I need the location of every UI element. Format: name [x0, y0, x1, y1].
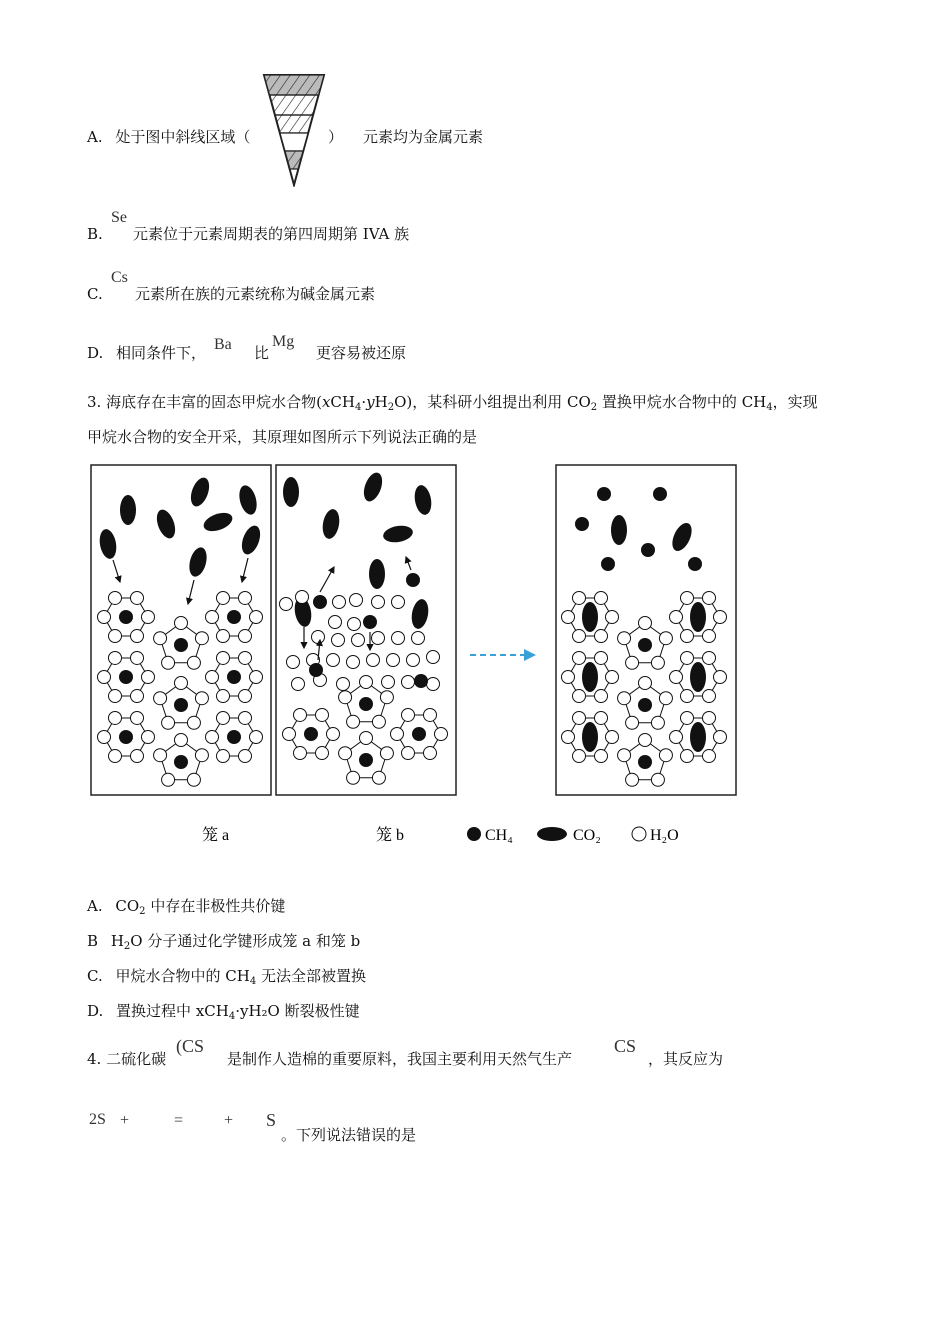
water-molecule — [109, 711, 122, 724]
water-molecule — [562, 611, 575, 624]
water-molecule — [296, 591, 309, 604]
water-molecule — [217, 750, 230, 763]
methane-molecule — [174, 755, 188, 769]
water-molecule — [316, 747, 329, 760]
q4-symbol-cs2: CS — [614, 1036, 637, 1056]
water-molecule — [595, 630, 608, 643]
water-molecule — [109, 690, 122, 703]
water-molecule — [670, 671, 683, 684]
legend-h2o-marker — [632, 827, 646, 841]
co2-molecule — [187, 475, 212, 509]
water-molecule — [294, 708, 307, 721]
water-molecule — [573, 750, 586, 763]
methane-molecule — [412, 727, 426, 741]
water-molecule — [250, 671, 263, 684]
water-molecule — [217, 711, 230, 724]
q3-stem-line2: 甲烷水合物的安全开采，其原理如图所示下列说法正确的是 — [87, 428, 478, 446]
water-molecule — [348, 618, 361, 631]
water-molecule — [562, 671, 575, 684]
water-molecule — [239, 591, 252, 604]
q4-stem-b: 是制作人造棉的重要原料，我国主要利用天然气生产 — [227, 1050, 573, 1068]
co2-molecule — [413, 484, 434, 516]
water-molecule — [294, 747, 307, 760]
water-molecule — [714, 731, 727, 744]
water-molecule — [195, 692, 208, 705]
legend-ch4-label: CH₄ — [485, 827, 513, 844]
eq-plus-2: + — [224, 1112, 234, 1129]
water-molecule — [217, 630, 230, 643]
water-molecule — [206, 611, 219, 624]
option-d-text-mid: 比 — [254, 344, 270, 362]
co2-molecule — [668, 520, 695, 554]
methane-molecule — [304, 727, 318, 741]
water-molecule — [195, 632, 208, 645]
arrow — [406, 557, 411, 570]
water-molecule — [332, 634, 345, 647]
methane-molecule — [363, 615, 377, 629]
co2-molecule — [410, 598, 431, 630]
water-molecule — [352, 634, 365, 647]
water-molecule — [154, 632, 167, 645]
water-molecule — [316, 708, 329, 721]
co2-molecule — [582, 662, 598, 692]
water-molecule — [391, 728, 404, 741]
arrow — [242, 558, 248, 582]
water-molecule — [573, 651, 586, 664]
water-molecule — [407, 654, 420, 667]
funnel-band-hatch-2 — [270, 95, 319, 115]
arrow — [113, 560, 120, 582]
methane-molecule — [119, 670, 133, 684]
water-molecule — [175, 677, 188, 690]
water-molecule — [287, 656, 300, 669]
legend-h2o-label: H₂O — [650, 827, 679, 844]
water-molecule — [292, 678, 305, 691]
water-molecule — [626, 656, 639, 669]
water-molecule — [703, 630, 716, 643]
legend-cage-b-label: 笼 b — [376, 827, 405, 844]
water-molecule — [347, 656, 360, 669]
methane-molecule — [575, 517, 589, 531]
option-d-symbol-mg: Mg — [272, 333, 295, 350]
option-a-text-before: 处于图中斜线区域（ — [115, 128, 251, 146]
methane-molecule — [227, 610, 241, 624]
water-molecule — [372, 596, 385, 609]
co2-molecule — [582, 602, 598, 632]
water-molecule — [651, 656, 664, 669]
water-molecule — [347, 715, 360, 728]
methane-molecule — [414, 674, 428, 688]
co2-molecule — [98, 528, 119, 560]
water-molecule — [681, 651, 694, 664]
water-molecule — [280, 598, 293, 611]
q3-option-c: C. 甲烷水合物中的 $CH_4$ 无法全部被置换 — [87, 967, 366, 987]
water-molecule — [154, 692, 167, 705]
co2-molecule — [690, 602, 706, 632]
methane-molecule — [597, 487, 611, 501]
water-molecule — [162, 773, 175, 786]
eq-plus-1: + — [120, 1112, 130, 1129]
methane-molecule — [174, 638, 188, 652]
funnel-band-white — [280, 133, 308, 151]
water-molecule — [651, 773, 664, 786]
water-molecule — [618, 749, 631, 762]
water-molecule — [187, 716, 200, 729]
water-molecule — [131, 690, 144, 703]
water-molecule — [98, 671, 111, 684]
water-molecule — [639, 617, 652, 630]
water-molecule — [595, 690, 608, 703]
water-molecule — [618, 692, 631, 705]
eq-2s: 2S — [89, 1111, 106, 1128]
water-molecule — [424, 747, 437, 760]
q4-stem-a: 4. 二硫化碳 — [87, 1050, 167, 1068]
option-c-label: C. — [87, 285, 103, 303]
water-molecule — [142, 671, 155, 684]
periodic-funnel-diagram — [262, 73, 326, 187]
co2-molecule — [382, 524, 414, 545]
water-molecule — [109, 630, 122, 643]
eq-equals: = — [174, 1112, 184, 1129]
water-molecule — [659, 632, 672, 645]
option-b-symbol: Se — [111, 209, 127, 226]
water-molecule — [327, 654, 340, 667]
co2-molecule — [611, 515, 627, 545]
water-molecule — [703, 591, 716, 604]
co2-molecule — [201, 509, 235, 534]
water-molecule — [392, 632, 405, 645]
water-molecule — [639, 677, 652, 690]
option-c — [87, 284, 103, 304]
water-molecule — [333, 596, 346, 609]
legend-co2-label: CO₂ — [573, 827, 601, 844]
water-molecule — [339, 691, 352, 704]
panel-2 — [276, 465, 456, 795]
water-molecule — [659, 692, 672, 705]
methane-molecule — [313, 595, 327, 609]
water-molecule — [217, 591, 230, 604]
water-molecule — [651, 716, 664, 729]
water-molecule — [714, 671, 727, 684]
water-molecule — [412, 632, 425, 645]
water-molecule — [131, 651, 144, 664]
water-molecule — [626, 716, 639, 729]
water-molecule — [427, 651, 440, 664]
water-molecule — [162, 716, 175, 729]
water-molecule — [380, 747, 393, 760]
water-molecule — [347, 771, 360, 784]
water-molecule — [703, 690, 716, 703]
water-molecule — [239, 711, 252, 724]
water-molecule — [595, 750, 608, 763]
option-a-paren: ） — [328, 128, 344, 146]
water-molecule — [681, 711, 694, 724]
water-molecule — [606, 671, 619, 684]
water-molecule — [714, 611, 727, 624]
water-molecule — [337, 678, 350, 691]
water-molecule — [98, 611, 111, 624]
co2-molecule — [153, 507, 178, 541]
water-molecule — [703, 750, 716, 763]
water-molecule — [250, 611, 263, 624]
water-molecule — [109, 750, 122, 763]
option-a — [87, 127, 250, 147]
water-molecule — [402, 747, 415, 760]
water-molecule — [372, 632, 385, 645]
water-molecule — [98, 731, 111, 744]
co2-molecule — [283, 477, 299, 507]
water-molecule — [162, 656, 175, 669]
water-molecule — [360, 732, 373, 745]
water-molecule — [595, 591, 608, 604]
water-molecule — [131, 591, 144, 604]
arrow — [320, 567, 334, 592]
legend-ch4-marker — [467, 827, 481, 841]
water-molecule — [312, 631, 325, 644]
co2-molecule — [186, 545, 209, 578]
option-b — [87, 224, 103, 244]
co2-molecule — [120, 495, 136, 525]
water-molecule — [239, 630, 252, 643]
water-molecule — [250, 731, 263, 744]
methane-molecule — [119, 610, 133, 624]
water-molecule — [681, 630, 694, 643]
water-molecule — [329, 616, 342, 629]
option-d-text-after: 更容易被还原 — [316, 344, 407, 362]
water-molecule — [131, 711, 144, 724]
water-molecule — [360, 676, 373, 689]
methane-molecule — [406, 573, 420, 587]
option-b-text: 元素位于元素周期表的第四周期第 IVA 族 — [133, 225, 410, 243]
option-b-label: B. — [87, 225, 103, 243]
methane-molecule — [688, 557, 702, 571]
water-molecule — [618, 632, 631, 645]
methane-molecule — [359, 697, 373, 711]
option-d-label: D. — [87, 344, 104, 362]
water-molecule — [703, 711, 716, 724]
water-molecule — [595, 711, 608, 724]
water-molecule — [367, 654, 380, 667]
methane-molecule — [119, 730, 133, 744]
water-molecule — [427, 678, 440, 691]
water-molecule — [573, 711, 586, 724]
water-molecule — [380, 691, 393, 704]
water-molecule — [109, 591, 122, 604]
water-molecule — [131, 750, 144, 763]
arrow — [188, 580, 194, 604]
water-molecule — [175, 734, 188, 747]
methane-molecule — [227, 730, 241, 744]
co2-molecule — [321, 508, 342, 540]
co2-molecule — [582, 722, 598, 752]
eq-s: S — [266, 1110, 277, 1130]
water-molecule — [154, 749, 167, 762]
methane-molecule — [174, 698, 188, 712]
water-molecule — [562, 731, 575, 744]
methane-molecule — [638, 698, 652, 712]
water-molecule — [387, 654, 400, 667]
water-molecule — [573, 630, 586, 643]
water-molecule — [350, 594, 363, 607]
water-molecule — [195, 749, 208, 762]
water-molecule — [206, 671, 219, 684]
water-molecule — [573, 591, 586, 604]
methane-molecule — [359, 753, 373, 767]
water-molecule — [435, 728, 448, 741]
water-molecule — [659, 749, 672, 762]
funnel-band-hatch-top — [264, 75, 324, 95]
option-c-text: 元素所在族的元素统称为碱金属元素 — [135, 285, 376, 303]
q3-option-a: A. $CO_2$ 中存在非极性共价键 — [87, 897, 286, 917]
water-molecule — [283, 728, 296, 741]
water-molecule — [142, 731, 155, 744]
water-molecule — [573, 690, 586, 703]
water-molecule — [339, 747, 352, 760]
water-molecule — [595, 651, 608, 664]
water-molecule — [703, 651, 716, 664]
water-molecule — [639, 734, 652, 747]
co2-molecule — [690, 662, 706, 692]
co2-molecule — [690, 722, 706, 752]
water-molecule — [372, 715, 385, 728]
methane-molecule — [641, 543, 655, 557]
water-molecule — [681, 690, 694, 703]
water-molecule — [142, 611, 155, 624]
funnel-band-hatch-bottom — [285, 151, 303, 169]
methane-molecule — [653, 487, 667, 501]
q4-stem-c: ，其反应为 — [648, 1050, 724, 1068]
water-molecule — [239, 651, 252, 664]
water-molecule — [382, 676, 395, 689]
water-molecule — [681, 750, 694, 763]
water-molecule — [206, 731, 219, 744]
water-molecule — [372, 771, 385, 784]
co2-molecule — [236, 483, 259, 516]
hydrate-replacement-diagram — [88, 462, 740, 867]
methane-molecule — [638, 638, 652, 652]
funnel-band-hatch-3 — [275, 115, 313, 133]
water-molecule — [402, 676, 415, 689]
water-molecule — [239, 750, 252, 763]
co2-molecule — [369, 559, 385, 589]
option-a-text-after: 元素均为金属元素 — [363, 128, 484, 146]
q4-after: 。下列说法错误的是 — [281, 1126, 417, 1144]
legend-cage-a-label: 笼 a — [202, 827, 230, 844]
methane-molecule — [601, 557, 615, 571]
water-molecule — [217, 690, 230, 703]
legend-co2-marker — [537, 827, 567, 841]
q3-stem-line1: 3. 海底存在丰富的固态甲烷水合物$(xCH_4\cdot yH_2O)$，某科研小组提出利用 $CO_2$ 置换甲烷水合物中的 $CH_4$，实现 — [87, 393, 818, 413]
q3-option-b: B $H_2O$ 分子通过化学键形成笼 a 和笼 b — [87, 932, 361, 952]
methane-molecule — [638, 755, 652, 769]
water-molecule — [109, 651, 122, 664]
water-molecule — [175, 617, 188, 630]
water-molecule — [670, 731, 683, 744]
water-molecule — [670, 611, 683, 624]
water-molecule — [217, 651, 230, 664]
co2-molecule — [360, 470, 385, 504]
option-d-text-before: 相同条件下， — [116, 344, 207, 362]
water-molecule — [239, 690, 252, 703]
methane-molecule — [227, 670, 241, 684]
q3-option-d: D. 置换过程中 xCH$_4$·yH₂O 断裂极性键 — [87, 1002, 360, 1022]
water-molecule — [626, 773, 639, 786]
water-molecule — [327, 728, 340, 741]
methane-molecule — [309, 663, 323, 677]
q4-paren-symbol: (CS — [176, 1036, 205, 1056]
water-molecule — [187, 773, 200, 786]
option-c-symbol: Cs — [111, 269, 128, 286]
option-a-label: A. — [87, 128, 103, 146]
water-molecule — [681, 591, 694, 604]
water-molecule — [606, 731, 619, 744]
option-d — [87, 343, 206, 363]
co2-molecule — [238, 523, 263, 557]
water-molecule — [131, 630, 144, 643]
option-d-symbol-ba: Ba — [214, 336, 232, 353]
water-molecule — [392, 596, 405, 609]
water-molecule — [402, 708, 415, 721]
water-molecule — [606, 611, 619, 624]
water-molecule — [424, 708, 437, 721]
water-molecule — [187, 656, 200, 669]
